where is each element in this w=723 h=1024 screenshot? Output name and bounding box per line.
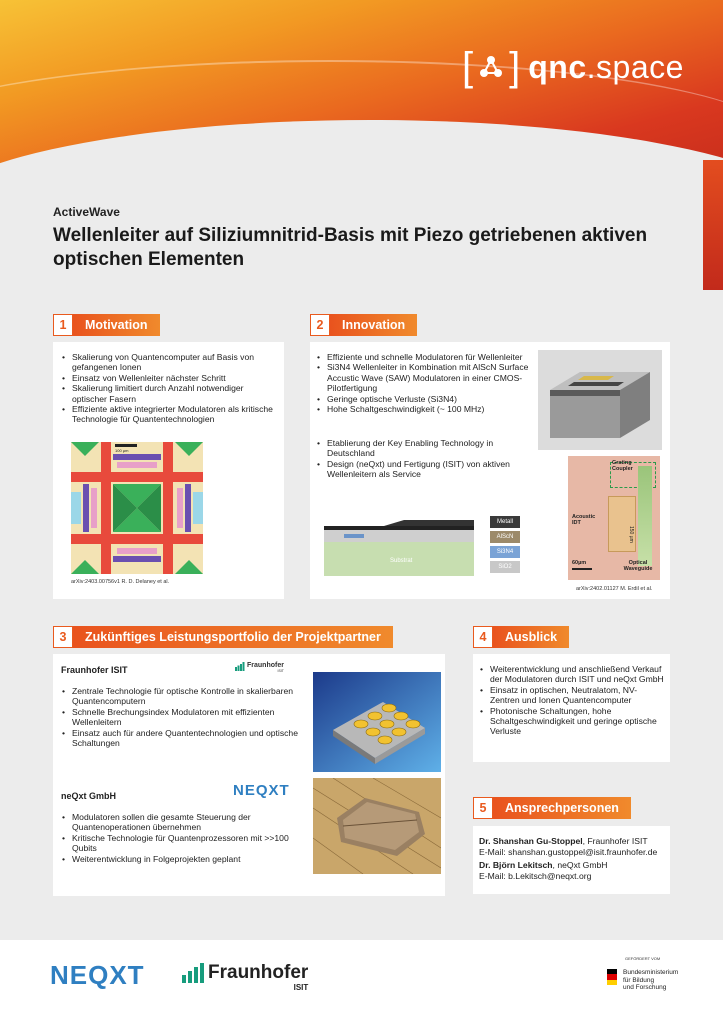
isit-bullet: • Einsatz auch für andere Quantentechnologien und optische Schaltungen: [61, 728, 299, 749]
layer-stack-diagram: [324, 512, 524, 576]
innovation-bullet: • Si3N4 Wellenleiter in Kombination mit AlScN Surface Accustic Wave (SAW) Modulatoren in einer CMOS-Pilotfertigung: [316, 362, 536, 393]
section-motivation-header: 1 Motivation: [53, 314, 160, 336]
contact-1-email[interactable]: E-Mail: shanshan.gustoppel@isit.fraunhofer.de: [479, 846, 658, 857]
motivation-panel: [53, 342, 284, 599]
trap-layout-image: [71, 442, 203, 574]
section-portfolio-header: 3 Zukünftiges Leistungsportfolio der Projektpartner: [53, 626, 393, 648]
contact-2-line: Dr. Björn Lekitsch, neQxt GmbH: [479, 860, 608, 871]
grating-coupler-label: Grating Coupler: [612, 460, 633, 472]
waveguide-label: Optical Waveguide: [623, 560, 653, 572]
innovation-bullet: • Etablierung der Key Enabling Technology in Deutschland: [316, 438, 531, 459]
motivation-bullet: • Einsatz von Wellenleiter nächster Schritt: [61, 373, 276, 383]
fraunhofer-logo-icon: [235, 662, 245, 671]
section-innovation-header: 2 Innovation: [310, 314, 417, 336]
legend-si3n4: Si3N4: [490, 546, 520, 558]
neqxt-logo: NEQXT: [50, 960, 145, 990]
innovation-bullet: • Design (neQxt) und Fertigung (ISIT) von aktiven Wellenleitern als Service: [316, 459, 531, 480]
innovation-bullet: • Hohe Schaltgeschwindigkeit (~ 100 MHz): [316, 404, 536, 414]
contact-1-line: Dr. Shanshan Gu-Stoppel, Fraunhofer ISIT: [479, 836, 648, 846]
project-name: ActiveWave: [53, 205, 120, 219]
neqxt-bullet: • Kritische Technologie für Quantenprozessoren mit >>100 Qubits: [61, 833, 299, 854]
motivation-caption: arXiv:2403.00756v1 R. D. Delaney et al.: [71, 579, 170, 585]
molecule-icon: [477, 53, 505, 81]
legend-sio2: SiO2: [490, 561, 520, 573]
scale-v-label: 150 µm: [628, 526, 634, 543]
scale-h-label: 60µm: [572, 560, 587, 566]
isit-bullet: • Zentrale Technologie für optische Kontrolle in skalierbaren Quantencomputern: [61, 686, 299, 707]
outlook-bullet: • Photonische Schaltungen, hohe Schaltgeschwindigkeit und geringe optische Verluste: [479, 706, 665, 737]
fraunhofer-small-logo: Fraunhofer ISIT: [235, 662, 284, 673]
motivation-bullet: • Skalierung von Quantencomputer auf Basis von gefangenen Ionen: [61, 352, 276, 373]
scale-label: 100 µm: [115, 448, 129, 453]
outlook-bullet: • Weiterentwicklung und anschließend Verkauf der Modulatoren durch ISIT und neQxt GmbH: [479, 664, 665, 685]
innovation-bullet: • Effiziente und schnelle Modulatoren für Wellenleiter: [316, 352, 536, 362]
substrate-label: Substrat: [390, 558, 413, 564]
chip-array-photo: [313, 672, 441, 772]
fraunhofer-bars-icon: [182, 963, 204, 983]
motivation-bullet: • Skalierung limitiert durch Anzahl notwendiger optischer Fasern: [61, 383, 276, 404]
neqxt-small-logo: NEQXT: [233, 782, 290, 799]
legend-metall: Metall: [490, 516, 520, 528]
partner-isit-name: Fraunhofer ISIT: [61, 665, 128, 675]
innovation-panel: [310, 342, 670, 599]
outlook-panel: [473, 654, 670, 762]
micrograph-image: [568, 456, 660, 580]
german-flag-icon: [607, 969, 617, 985]
contacts-panel: [473, 826, 670, 894]
innovation-caption: arXiv:2402.01127 M. Erdil et al.: [576, 586, 653, 592]
bmbf-logo: GEFÖRDERT VOM Bundesministerium für Bildung und Forschung: [607, 956, 707, 992]
innovation-bullet: • Geringe optische Verluste (Si3N4): [316, 394, 536, 404]
motivation-bullet: • Effiziente aktive integrierter Modulatoren als kritische Technologie für Quantentechnologien: [61, 404, 276, 425]
isit-bullet: • Schnelle Brechungsindex Modulatoren mit effizienten Wellenleitern: [61, 707, 299, 728]
qnc-logo: [ ] qnc.space: [462, 45, 684, 89]
chip-3d-image: [538, 350, 662, 450]
contact-2-email[interactable]: E-Mail: b.Lekitsch@neqxt.org: [479, 870, 592, 881]
legend-alscn: AlScN: [490, 531, 520, 543]
outlook-bullet: • Einsatz in optischen, Neutralatom, NV-Zentren und Ionen Quantencomputer: [479, 685, 665, 706]
neqxt-bullet: • Weiterentwicklung in Folgeprojekten geplant: [61, 854, 299, 864]
partner-neqxt-name: neQxt GmbH: [61, 791, 117, 801]
portfolio-panel: [53, 654, 445, 896]
decor-strip: [703, 160, 723, 290]
section-contacts-header: 5 Ansprechpersonen: [473, 797, 631, 819]
fraunhofer-logo: Fraunhofer ISIT: [182, 963, 308, 992]
neqxt-bullet: • Modulatoren sollen die gesamte Steuerung der Quantenoperationen übernehmen: [61, 812, 299, 833]
header-background: [0, 0, 723, 200]
section-outlook-header: 4 Ausblick: [473, 626, 569, 648]
wirebonded-chip-photo: [313, 778, 441, 874]
acoustic-idt-label: Acoustic IDT: [572, 514, 596, 526]
page-title: Wellenleiter auf Siliziumnitrid-Basis mit Piezo getriebenen aktiven optischen Elementen: [53, 225, 648, 270]
